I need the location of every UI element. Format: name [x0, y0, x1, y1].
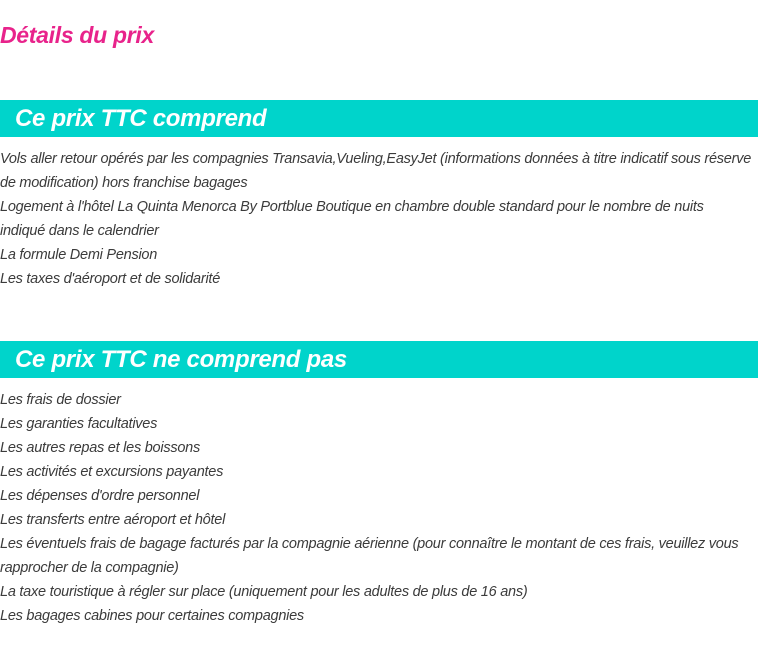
excluded-item: La taxe touristique à régler sur place (uniquement pour les adultes de plus de 16 ans): [0, 584, 528, 600]
excluded-section-header: [0, 341, 758, 378]
excluded-section-heading: Ce prix TTC ne comprend pas: [15, 346, 347, 373]
excluded-item: Les frais de dossier: [0, 392, 121, 408]
excluded-item: Les transferts entre aéroport et hôtel: [0, 512, 226, 528]
included-item: Les taxes d'aéroport et de solidarité: [0, 271, 221, 287]
included-item: Logement à l'hôtel La Quinta Menorca By Portblue Boutique en chambre double standard pour le nombre de nuits indiqué dans le calendrier: [0, 199, 704, 239]
excluded-item: Les dépenses d'ordre personnel: [0, 488, 200, 504]
excluded-item: Les bagages cabines pour certaines compagnies: [0, 608, 304, 624]
excluded-item: Les garanties facultatives: [0, 416, 158, 432]
excluded-item: Les éventuels frais de bagage facturés par la compagnie aérienne (pour connaître le montant de ces frais, veuillez vous rapprocher de la compagnie): [0, 536, 739, 576]
page-title: Détails du prix: [0, 22, 154, 48]
excluded-item: Les activités et excursions payantes: [0, 464, 224, 480]
included-section-header: [0, 100, 758, 137]
included-section-heading: Ce prix TTC comprend: [15, 105, 267, 132]
included-item: La formule Demi Pension: [0, 247, 158, 263]
excluded-item: Les autres repas et les boissons: [0, 440, 200, 456]
excluded-items-list: [0, 388, 752, 628]
included-item: Vols aller retour opérés par les compagnies Transavia,Vueling,EasyJet (informations données à titre indicatif sous réserve de modification) hors franchise bagages: [0, 151, 752, 191]
included-items-list: [0, 147, 752, 291]
